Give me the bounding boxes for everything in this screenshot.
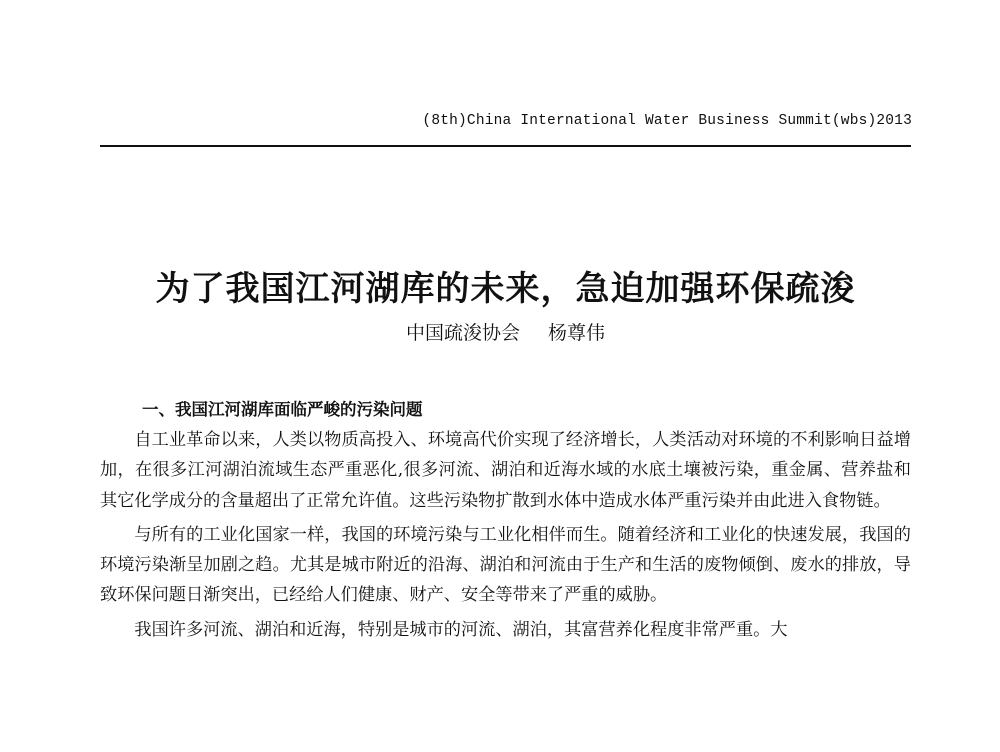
section-heading: 一、我国江河湖库面临严峻的污染问题 (142, 400, 423, 419)
byline (100, 318, 911, 345)
document-title: 为了我国江河湖库的未来，急迫加强环保疏浚 (155, 268, 856, 309)
paragraph: 自工业革命以来，人类以物质高投入、环境高代价实现了经济增长，人类活动对环境的不利影响日益增加，在很多江河湖泊流域生态严重恶化,很多河流、湖泊和近海水域的水底土壤被污染，重金属、营养盐和其它化学成分的含量超出了正常允许值。这些污染物扩散到水体中造成水体严重污染并由此进入食物链。 (100, 430, 911, 511)
header-rule (100, 145, 911, 147)
author-organization: 中国疏浚协会 (405, 322, 520, 344)
running-header: (8th)China International Water Business Summit(wbs)2013 (422, 113, 912, 129)
body-text (100, 425, 911, 649)
paragraph: 与所有的工业化国家一样，我国的环境污染与工业化相伴而生。随着经济和工业化的快速发展，我国的环境污染渐呈加剧之趋。尤其是城市附近的沿海、湖泊和河流由于生产和生活的废物倾倒、废水的排放，导致环保问题日渐突出，已经给人们健康、财产、安全等带来了严重的威胁。 (100, 524, 911, 606)
paragraph: 我国许多河流、湖泊和近海，特别是城市的河流、湖泊，其富营养化程度非常严重。大 (134, 619, 788, 640)
author-name: 杨尊伟 (548, 322, 606, 344)
